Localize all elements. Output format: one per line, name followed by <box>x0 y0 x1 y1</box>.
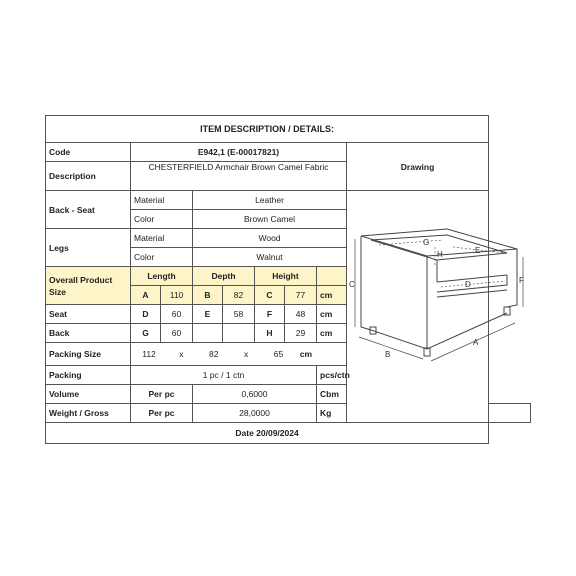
dim-d-value: 60 <box>161 305 193 324</box>
chair-bottom-front <box>371 313 507 349</box>
armchair-drawing <box>349 227 529 367</box>
unit-header-blank <box>317 267 347 286</box>
sheet-title: ITEM DESCRIPTION / DETAILS: <box>46 116 489 143</box>
back-seat-material-value: Leather <box>193 191 347 210</box>
length-header: Length <box>131 267 193 286</box>
seat-label: Seat <box>46 305 131 324</box>
packing-label: Packing <box>46 366 131 385</box>
dim-b-line <box>359 337 423 359</box>
back-label: Back <box>46 324 131 343</box>
volume-unit: Cbm <box>317 385 347 404</box>
dim-g-line <box>379 240 443 245</box>
dim-a-letter: A <box>131 286 161 305</box>
packing-height: 65 <box>273 349 284 359</box>
legs-label: Legs <box>46 229 131 267</box>
letter-g: G <box>423 238 430 247</box>
dim-d-letter: D <box>131 305 161 324</box>
back-unit: cm <box>317 324 347 343</box>
chair-front-left <box>361 236 371 330</box>
dim-c-letter: C <box>255 286 285 305</box>
back-seat-color-value: Brown Camel <box>193 210 347 229</box>
spec-sheet <box>45 115 531 438</box>
drawing-bottom-blank <box>489 404 531 423</box>
packing-size-unit: cm <box>299 349 313 359</box>
dim-e-value: 58 <box>223 305 255 324</box>
chair-seat <box>437 275 507 292</box>
dim-f-letter: F <box>255 305 285 324</box>
height-header: Height <box>255 267 317 286</box>
overall-size-label: Overall Product Size <box>46 267 131 305</box>
back-seat-label: Back - Seat <box>46 191 131 229</box>
drawing-label: Drawing <box>347 143 489 191</box>
code-value: E942,1 (E-00017821) <box>131 143 347 162</box>
packing-size-label: Packing Size <box>46 343 131 366</box>
depth-header: Depth <box>193 267 255 286</box>
dim-e-letter: E <box>193 305 223 324</box>
packing-x1: x <box>179 349 184 359</box>
dim-h-value: 29 <box>285 324 317 343</box>
dim-c-value: 77 <box>285 286 317 305</box>
letter-b: B <box>385 350 391 359</box>
dim-g-value: 60 <box>161 324 193 343</box>
letter-e: E <box>475 246 481 255</box>
legs-material-key: Material <box>131 229 193 248</box>
dim-b-letter: B <box>193 286 223 305</box>
volume-label: Volume <box>46 385 131 404</box>
volume-per: Per pc <box>131 385 193 404</box>
dim-b-value: 82 <box>223 286 255 305</box>
overall-unit: cm <box>317 286 347 305</box>
letter-c: C <box>349 280 355 289</box>
letter-h: H <box>437 250 443 259</box>
legs-color-key: Color <box>131 248 193 267</box>
packing-x2: x <box>244 349 249 359</box>
code-label: Code <box>46 143 131 162</box>
packing-unit: pcs/ctn <box>317 366 347 385</box>
packing-value: 1 pc / 1 ctn <box>131 366 317 385</box>
letter-f: F <box>519 276 524 285</box>
dim-a-value: 110 <box>161 286 193 305</box>
description-label: Description <box>46 162 131 191</box>
packing-length: 112 <box>142 349 156 359</box>
weight-unit: Kg <box>317 404 347 423</box>
letter-a: A <box>473 338 479 347</box>
volume-value: 0,6000 <box>193 385 317 404</box>
back-seat-color-key: Color <box>131 210 193 229</box>
dim-g-letter: G <box>131 324 161 343</box>
chair-back-outline <box>361 229 517 307</box>
legs-material-value: Wood <box>193 229 347 248</box>
letter-d: D <box>465 280 471 289</box>
dim-h-letter: H <box>255 324 285 343</box>
packing-size-value <box>131 343 347 366</box>
dim-f-value: 48 <box>285 305 317 324</box>
legs-color-value: Walnut <box>193 248 347 267</box>
back-empty-2 <box>223 324 255 343</box>
packing-width: 82 <box>209 349 219 359</box>
back-empty-1 <box>193 324 223 343</box>
back-seat-material-key: Material <box>131 191 193 210</box>
weight-per: Per pc <box>131 404 193 423</box>
weight-label: Weight / Gross <box>46 404 131 423</box>
weight-value: 28,0000 <box>193 404 317 423</box>
date-row: Date 20/09/2024 <box>46 423 489 444</box>
chair-front-top <box>361 236 430 349</box>
seat-unit: cm <box>317 305 347 324</box>
description-value: CHESTERFIELD Armchair Brown Camel Fabric <box>131 162 347 191</box>
